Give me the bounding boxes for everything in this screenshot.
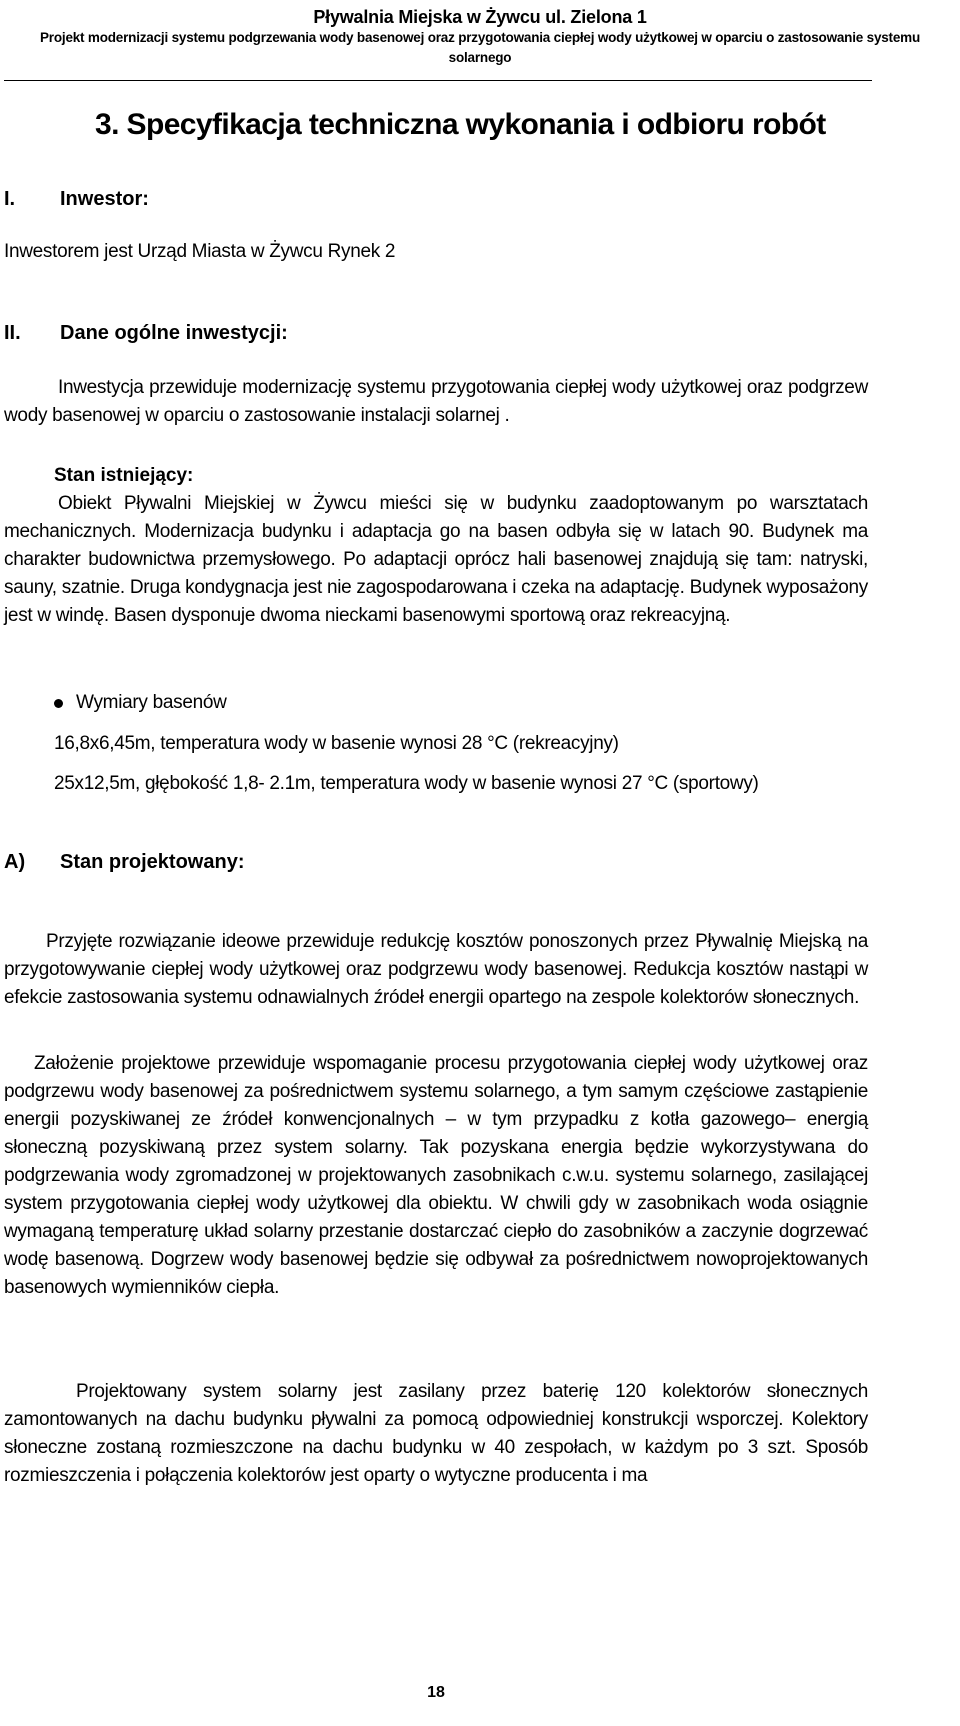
section-a-label: A) xyxy=(4,851,26,873)
design-paragraph-3: Projektowany system solarny jest zasilany przez baterię 120 kolektorów słonecznych zamontowanych na dachu budynku pływalni za pomocą odpowiedniej konstrukcji wsporczej. Kolektory słoneczne zostaną rozmieszczone na dachu budynku w 40 zespołach, w każdym po 3 szt. Sposób rozmieszczenia i połączenia kolektorów jest oparty o wytyczne producenta i ma xyxy=(4,1381,868,1486)
section-1-title: Inwestor: xyxy=(60,188,149,210)
investment-intro: Inwestycja przewiduje modernizację systemu przygotowania ciepłej wody użytkowej oraz podgrzew wody basenowej w oparciu o zastosowanie instalacji solarnej . xyxy=(4,377,868,426)
header-title: Pływalnia Miejska w Żywcu ul. Zielona 1 xyxy=(313,7,647,27)
chapter-title: 3. Specyfikacja techniczna wykonania i odbioru robót xyxy=(95,108,826,141)
section-a-heading xyxy=(4,851,244,874)
current-state-heading: Stan istniejący: xyxy=(54,465,194,486)
section-2-title: Dane ogólne inwestycji: xyxy=(60,322,288,344)
section-2-heading xyxy=(4,322,288,345)
section-1-heading xyxy=(4,188,149,211)
section-2-number: II. xyxy=(4,322,21,344)
page-header xyxy=(0,0,960,68)
pool-recreational: 16,8x6,45m, temperatura wody w basenie wynosi 28 °C (rekreacyjny) xyxy=(54,733,619,754)
investor-text: Inwestorem jest Urząd Miasta w Żywcu Rynek 2 xyxy=(4,241,396,262)
header-subtitle: Projekt modernizacji systemu podgrzewania wody basenowej oraz przygotowania ciepłej wody użytkowej w oparciu o zastosowanie systemu solarnego xyxy=(39,30,921,65)
current-state-text: Obiekt Pływalni Miejskiej w Żywcu mieści się w budynku zaadoptowanym po warsztatach mechanicznych. Modernizacja budynku i adaptacja go na basen odbyła się w latach 90. Budynek ma charakter budownictwa przemysłowego. Po adaptacji oprócz hali basenowej znajdują się tam: natryski, sauny, szatnie. Druga kondygnacja jest nie zagospodarowana i czeka na adaptację. Budynek wyposażony jest w windę. Basen dysponuje dwoma nieckami basenowymi sportową oraz rekreacyjną. xyxy=(4,493,868,626)
design-paragraph-2: Założenie projektowe przewiduje wspomaganie procesu przygotowania ciepłej wody użytkowej oraz podgrzewu wody basenowej za pośrednictwem systemu solarnego, a tym samym częściowe zastąpienie energii pozyskiwanej ze źródeł konwencjonalnych – w tym przypadku z kotła gazowego– energią słoneczną pozyskiwaną przez system solarny. Tak pozyskana energia będzie wykorzystywana do podgrzewania wody zgromadzonej w projektowanych zasobnikach c.w.u. systemu solarnego, zasilającej system przygotowania ciepłej wody użytkowej dla obiektu. W chwili gdy w zasobnikach woda osiągnie wymaganą temperaturę układ solarny przestanie dostarczać ciepło do zasobników a zaczynie dogrzewać wodę basenową. Dogrzew wody basenowej będzie się odbywał za pośrednictwem nowoprojektowanych basenowych wymienników ciepła. xyxy=(4,1053,868,1298)
header-divider xyxy=(4,80,872,81)
pool-dimensions-heading: Wymiary basenów xyxy=(76,692,227,713)
section-1-number: I. xyxy=(4,188,16,210)
section-a-title: Stan projektowany: xyxy=(60,851,245,873)
page-number: 18 xyxy=(427,1684,445,1701)
bullet-dot xyxy=(54,699,63,708)
design-paragraph-1: Przyjęte rozwiązanie ideowe przewiduje redukcję kosztów ponoszonych przez Pływalnię Miejską na przygotowywanie ciepłej wody użytkowej oraz podgrzewu wody basenowej. Redukcja kosztów nastąpi w efekcie zastosowania systemu odnawialnych źródeł energii opartego na zespole kolektorów słonecznych. xyxy=(4,931,868,1008)
pool-sport: 25x12,5m, głębokość 1,8- 2.1m, temperatura wody w basenie wynosi 27 °C (sportowy) xyxy=(54,773,759,794)
